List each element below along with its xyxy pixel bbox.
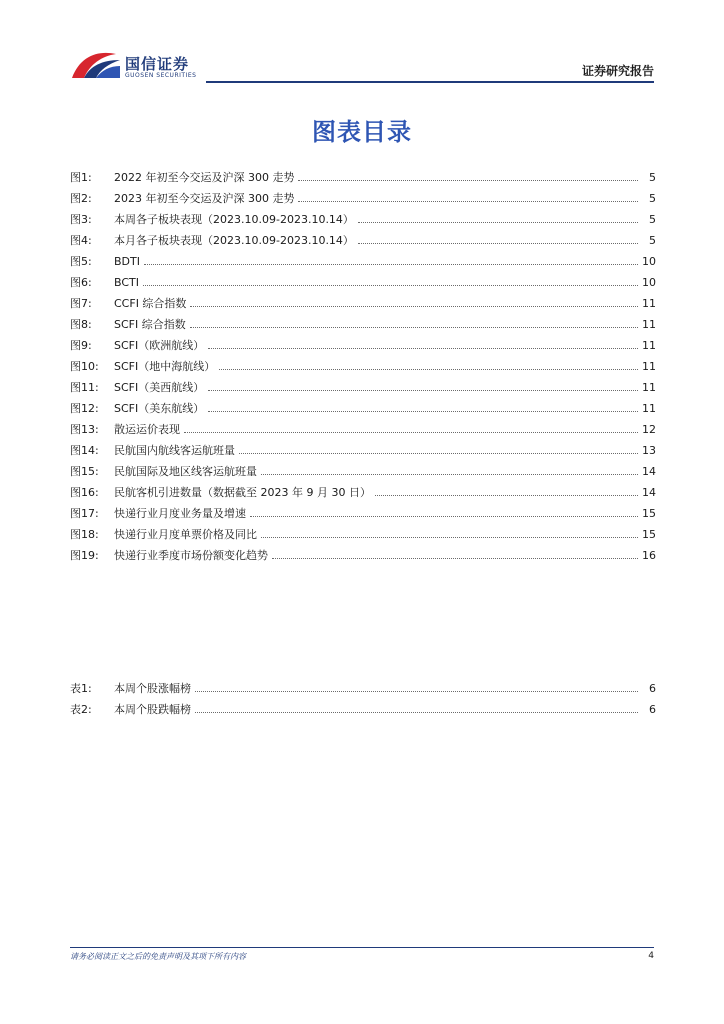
entry-leader-dots: [298, 200, 638, 202]
toc-entry[interactable]: [70, 526, 656, 547]
entry-leader-dots: [261, 536, 638, 538]
toc-entry[interactable]: [70, 253, 656, 274]
entry-label: 图19:: [70, 549, 99, 562]
toc-entry[interactable]: [70, 701, 656, 722]
entry-leader-dots: [144, 263, 638, 265]
entry-page-number: 12: [642, 423, 656, 436]
entry-title: 本周个股涨幅榜: [114, 682, 191, 695]
entry-title: CCFI 综合指数: [114, 297, 187, 310]
toc-entry[interactable]: [70, 190, 656, 211]
entry-title: 2022 年初至今交运及沪深 300 走势: [114, 171, 295, 184]
entry-page-number: 15: [642, 528, 656, 541]
entry-label: 图15:: [70, 465, 99, 478]
entry-leader-dots: [261, 473, 638, 475]
entry-leader-dots: [184, 431, 638, 433]
entry-page-number: 14: [642, 465, 656, 478]
entry-label: 表1:: [70, 682, 92, 695]
entry-page-number: 5: [649, 213, 656, 226]
entry-leader-dots: [208, 347, 638, 349]
entry-title: BCTI: [114, 276, 139, 289]
entry-leader-dots: [195, 711, 638, 713]
entry-leader-dots: [143, 284, 638, 286]
entry-label: 图13:: [70, 423, 99, 436]
entry-label: 图5:: [70, 255, 92, 268]
entry-leader-dots: [375, 494, 638, 496]
entry-title: 本月各子板块表现（2023.10.09-2023.10.14）: [114, 234, 354, 247]
entry-title: 2023 年初至今交运及沪深 300 走势: [114, 192, 295, 205]
guosen-logo-icon: [70, 50, 122, 82]
entry-leader-dots: [219, 368, 638, 370]
entry-title: SCFI（地中海航线）: [114, 360, 216, 373]
report-type-label: 证券研究报告: [581, 64, 654, 78]
entry-leader-dots: [358, 242, 638, 244]
entry-title: SCFI 综合指数: [114, 318, 186, 331]
entry-label: 图18:: [70, 528, 99, 541]
entry-label: 图14:: [70, 444, 99, 457]
entry-page-number: 11: [642, 339, 656, 352]
toc-entry[interactable]: [70, 547, 656, 568]
entry-title: SCFI（欧洲航线）: [114, 339, 205, 352]
toc-entry[interactable]: [70, 211, 656, 232]
entry-title: 快递行业月度单票价格及同比: [114, 528, 257, 541]
logo-english-name: GUOSEN SECURITIES: [125, 72, 197, 79]
entry-page-number: 5: [649, 192, 656, 205]
entry-label: 图4:: [70, 234, 92, 247]
toc-entry[interactable]: [70, 400, 656, 421]
toc-entry[interactable]: [70, 680, 656, 701]
entry-page-number: 11: [642, 402, 656, 415]
entry-page-number: 6: [649, 703, 656, 716]
entry-leader-dots: [239, 452, 638, 454]
entry-label: 图3:: [70, 213, 92, 226]
page-number: 4: [648, 951, 654, 961]
header-divider: [206, 81, 654, 83]
entry-title: BDTI: [114, 255, 140, 268]
entry-label: 图17:: [70, 507, 99, 520]
entry-leader-dots: [190, 326, 638, 328]
entry-page-number: 14: [642, 486, 656, 499]
toc-entry[interactable]: [70, 274, 656, 295]
entry-page-number: 11: [642, 381, 656, 394]
entry-leader-dots: [358, 221, 638, 223]
entry-page-number: 11: [642, 318, 656, 331]
entry-page-number: 16: [642, 549, 656, 562]
toc-entry[interactable]: [70, 316, 656, 337]
entry-title: 本周各子板块表现（2023.10.09-2023.10.14）: [114, 213, 354, 226]
toc-entry[interactable]: [70, 505, 656, 526]
entry-title: 民航客机引进数量（数据截至 2023 年 9 月 30 日）: [114, 486, 371, 499]
entry-title: 民航国际及地区线客运航班量: [114, 465, 257, 478]
table-list: [70, 680, 656, 722]
toc-entry[interactable]: [70, 484, 656, 505]
entry-label: 图9:: [70, 339, 92, 352]
toc-entry[interactable]: [70, 463, 656, 484]
entry-leader-dots: [250, 515, 638, 517]
entry-title: SCFI（美东航线）: [114, 402, 205, 415]
entry-leader-dots: [208, 410, 638, 412]
footer-disclaimer: 请务必阅读正文之后的免责声明及其项下所有内容: [70, 952, 246, 961]
entry-label: 图12:: [70, 402, 99, 415]
entry-page-number: 13: [642, 444, 656, 457]
figure-list: [70, 169, 656, 568]
entry-page-number: 11: [642, 360, 656, 373]
page-header: [0, 0, 724, 90]
entry-leader-dots: [190, 305, 638, 307]
entry-page-number: 6: [649, 682, 656, 695]
entry-page-number: 5: [649, 171, 656, 184]
entry-page-number: 15: [642, 507, 656, 520]
entry-label: 图8:: [70, 318, 92, 331]
entry-label: 图10:: [70, 360, 99, 373]
entry-label: 图1:: [70, 171, 92, 184]
entry-leader-dots: [195, 690, 638, 692]
entry-label: 图11:: [70, 381, 99, 394]
entry-label: 图16:: [70, 486, 99, 499]
entry-title: 快递行业月度业务量及增速: [114, 507, 246, 520]
entry-label: 图7:: [70, 297, 92, 310]
toc-entry[interactable]: [70, 358, 656, 379]
toc-entry[interactable]: [70, 169, 656, 190]
toc-entry[interactable]: [70, 379, 656, 400]
toc-entry[interactable]: [70, 337, 656, 358]
footer-divider: [70, 947, 654, 948]
entry-leader-dots: [208, 389, 638, 391]
entry-title: 民航国内航线客运航班量: [114, 444, 235, 457]
page-title: 图表目录: [312, 118, 412, 146]
company-logo: [70, 50, 220, 84]
entry-leader-dots: [298, 179, 638, 181]
entry-leader-dots: [272, 557, 638, 559]
entry-page-number: 5: [649, 234, 656, 247]
toc-entry[interactable]: [70, 421, 656, 442]
entry-label: 图6:: [70, 276, 92, 289]
entry-label: 图2:: [70, 192, 92, 205]
toc-entry[interactable]: [70, 295, 656, 316]
entry-title: 本周个股跌幅榜: [114, 703, 191, 716]
toc-entry[interactable]: [70, 232, 656, 253]
logo-chinese-name: 国信证券: [125, 55, 190, 73]
entry-title: 散运运价表现: [114, 423, 180, 436]
toc-entry[interactable]: [70, 442, 656, 463]
entry-page-number: 10: [642, 255, 656, 268]
entry-label: 表2:: [70, 703, 92, 716]
entry-page-number: 11: [642, 297, 656, 310]
entry-title: 快递行业季度市场份额变化趋势: [114, 549, 268, 562]
entry-title: SCFI（美西航线）: [114, 381, 205, 394]
entry-page-number: 10: [642, 276, 656, 289]
